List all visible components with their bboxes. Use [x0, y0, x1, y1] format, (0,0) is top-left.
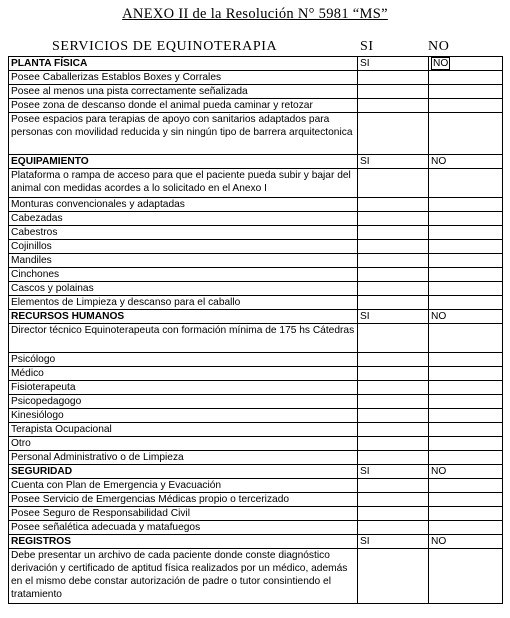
si-cell[interactable]: [358, 353, 429, 367]
no-cell[interactable]: [429, 240, 503, 254]
item-label: Cabestros: [9, 226, 358, 240]
si-cell[interactable]: [358, 367, 429, 381]
table-row: [9, 99, 503, 113]
section-title: EQUIPAMIENTO: [9, 155, 358, 169]
table-row: [9, 479, 503, 493]
no-cell[interactable]: [429, 198, 503, 212]
si-cell[interactable]: [358, 99, 429, 113]
no-cell[interactable]: [429, 85, 503, 99]
item-label: Cinchones: [9, 268, 358, 282]
si-cell[interactable]: [358, 113, 429, 155]
no-label: [429, 57, 503, 71]
si-cell[interactable]: [358, 296, 429, 310]
si-cell[interactable]: [358, 409, 429, 423]
section-title: PLANTA FÍSICA: [9, 57, 358, 71]
table-row: [9, 381, 503, 395]
table-row: [9, 282, 503, 296]
si-cell[interactable]: [358, 212, 429, 226]
si-cell[interactable]: [358, 437, 429, 451]
item-label: Posee Seguro de Responsabilidad Civil: [9, 507, 358, 521]
section-header-row: [9, 57, 503, 71]
table-row: [9, 324, 503, 353]
no-cell[interactable]: [429, 226, 503, 240]
item-label: Posee Servicio de Emergencias Médicas propio o tercerizado: [9, 493, 358, 507]
table-row: [9, 367, 503, 381]
no-cell[interactable]: [429, 324, 503, 353]
si-cell[interactable]: [358, 451, 429, 465]
item-label: Terapista Ocupacional: [9, 423, 358, 437]
column-header-no: NO: [428, 39, 450, 54]
no-cell[interactable]: [429, 549, 503, 604]
si-label: SI: [358, 310, 429, 324]
no-cell[interactable]: [429, 507, 503, 521]
item-label: Elementos de Limpieza y descanso para el caballo: [9, 296, 358, 310]
document-title-text: ANEXO II de la Resolución N° 5981 “MS”: [122, 6, 388, 22]
si-cell[interactable]: [358, 254, 429, 268]
si-cell[interactable]: [358, 493, 429, 507]
no-label: NO: [429, 155, 503, 169]
item-label: Mandiles: [9, 254, 358, 268]
item-label: Posee al menos una pista correctamente señalizada: [9, 85, 358, 99]
column-header-services: SERVICIOS DE EQUINOTERAPIA: [52, 39, 278, 54]
table-row: [9, 268, 503, 282]
table-row: [9, 226, 503, 240]
item-label: Posee zona de descanso donde el animal pueda caminar y retozar: [9, 99, 358, 113]
table-row: [9, 451, 503, 465]
si-cell[interactable]: [358, 85, 429, 99]
si-cell[interactable]: [358, 381, 429, 395]
no-cell[interactable]: [429, 296, 503, 310]
si-cell[interactable]: [358, 71, 429, 85]
table-row: [9, 296, 503, 310]
table-row: [9, 71, 503, 85]
no-cell[interactable]: [429, 493, 503, 507]
si-label: SI: [358, 535, 429, 549]
item-label: Cabezadas: [9, 212, 358, 226]
table-row: [9, 353, 503, 367]
si-cell[interactable]: [358, 423, 429, 437]
si-cell[interactable]: [358, 282, 429, 296]
table-row: [9, 212, 503, 226]
si-cell[interactable]: [358, 268, 429, 282]
no-cell[interactable]: [429, 367, 503, 381]
no-cell[interactable]: [429, 423, 503, 437]
si-cell[interactable]: [358, 549, 429, 604]
no-label: NO: [429, 535, 503, 549]
item-label: Plataforma o rampa de acceso para que el paciente pueda subir y bajar del animal con medidas acordes a lo solicitado en el Anexo I: [9, 169, 358, 198]
checklist-table: [8, 56, 503, 604]
table-row: [9, 507, 503, 521]
no-cell[interactable]: [429, 521, 503, 535]
no-label: NO: [429, 465, 503, 479]
no-cell[interactable]: [429, 353, 503, 367]
item-label: Posee señalética adecuada y matafuegos: [9, 521, 358, 535]
table-row: [9, 423, 503, 437]
si-label: SI: [358, 57, 429, 71]
item-label: Monturas convencionales y adaptadas: [9, 198, 358, 212]
no-cell[interactable]: [429, 113, 503, 155]
section-header-row: [9, 535, 503, 549]
no-cell[interactable]: [429, 212, 503, 226]
si-cell[interactable]: [358, 198, 429, 212]
item-label: Posee Caballerizas Establos Boxes y Corrales: [9, 71, 358, 85]
column-header-si: SI: [360, 39, 374, 54]
si-cell[interactable]: [358, 324, 429, 353]
no-cell[interactable]: [429, 395, 503, 409]
table-row: [9, 409, 503, 423]
item-label: Fisioterapeuta: [9, 381, 358, 395]
section-title: RECURSOS HUMANOS: [9, 310, 358, 324]
no-checkbox[interactable]: NO: [433, 58, 449, 69]
item-label: Otro: [9, 437, 358, 451]
no-cell[interactable]: [429, 381, 503, 395]
section-header-row: [9, 465, 503, 479]
si-cell[interactable]: [358, 521, 429, 535]
no-cell[interactable]: [429, 451, 503, 465]
table-row: [9, 198, 503, 212]
si-cell[interactable]: [358, 507, 429, 521]
no-cell[interactable]: [429, 479, 503, 493]
item-label: Médico: [9, 367, 358, 381]
table-row: [9, 493, 503, 507]
no-cell[interactable]: [429, 282, 503, 296]
table-row: [9, 521, 503, 535]
table-row: [9, 85, 503, 99]
item-label: Cojinillos: [9, 240, 358, 254]
no-cell[interactable]: [429, 254, 503, 268]
si-label: SI: [358, 465, 429, 479]
no-cell[interactable]: [429, 409, 503, 423]
no-cell[interactable]: [429, 437, 503, 451]
table-row: [9, 437, 503, 451]
si-cell[interactable]: [358, 226, 429, 240]
si-cell[interactable]: [358, 169, 429, 198]
table-row: [9, 549, 503, 604]
item-label: Cuenta con Plan de Emergencia y Evacuación: [9, 479, 358, 493]
section-header-row: [9, 155, 503, 169]
document-title: [0, 6, 510, 23]
table-row: [9, 240, 503, 254]
item-label: Psicopedagogo: [9, 395, 358, 409]
item-label: Debe presentar un archivo de cada paciente donde conste diagnóstico derivación y certificado de aptitud física realizados por un médico, además en el mismo debe constar autorización de padre o tutor consintiendo el tratamiento: [9, 549, 358, 604]
item-label: Psicólogo: [9, 353, 358, 367]
no-cell[interactable]: [429, 71, 503, 85]
no-cell[interactable]: [429, 268, 503, 282]
section-title: SEGURIDAD: [9, 465, 358, 479]
section-title: REGISTROS: [9, 535, 358, 549]
item-label: Personal Administrativo o de Limpieza: [9, 451, 358, 465]
no-label: NO: [429, 310, 503, 324]
table-row: [9, 395, 503, 409]
si-cell[interactable]: [358, 240, 429, 254]
item-label: Director técnico Equinoterapeuta con formación mínima de 175 hs Cátedras: [9, 324, 358, 353]
si-cell[interactable]: [358, 479, 429, 493]
item-label: Posee espacios para terapias de apoyo con sanitarios adaptados para personas con movilidad reducida y sin ningún tipo de barrera arquitectonica: [9, 113, 358, 155]
item-label: Kinesiólogo: [9, 409, 358, 423]
section-header-row: [9, 310, 503, 324]
table-row: [9, 169, 503, 198]
si-label: SI: [358, 155, 429, 169]
item-label: Cascos y polainas: [9, 282, 358, 296]
si-cell[interactable]: [358, 395, 429, 409]
table-row: [9, 113, 503, 155]
table-row: [9, 254, 503, 268]
no-cell[interactable]: [429, 99, 503, 113]
no-cell[interactable]: [429, 169, 503, 198]
